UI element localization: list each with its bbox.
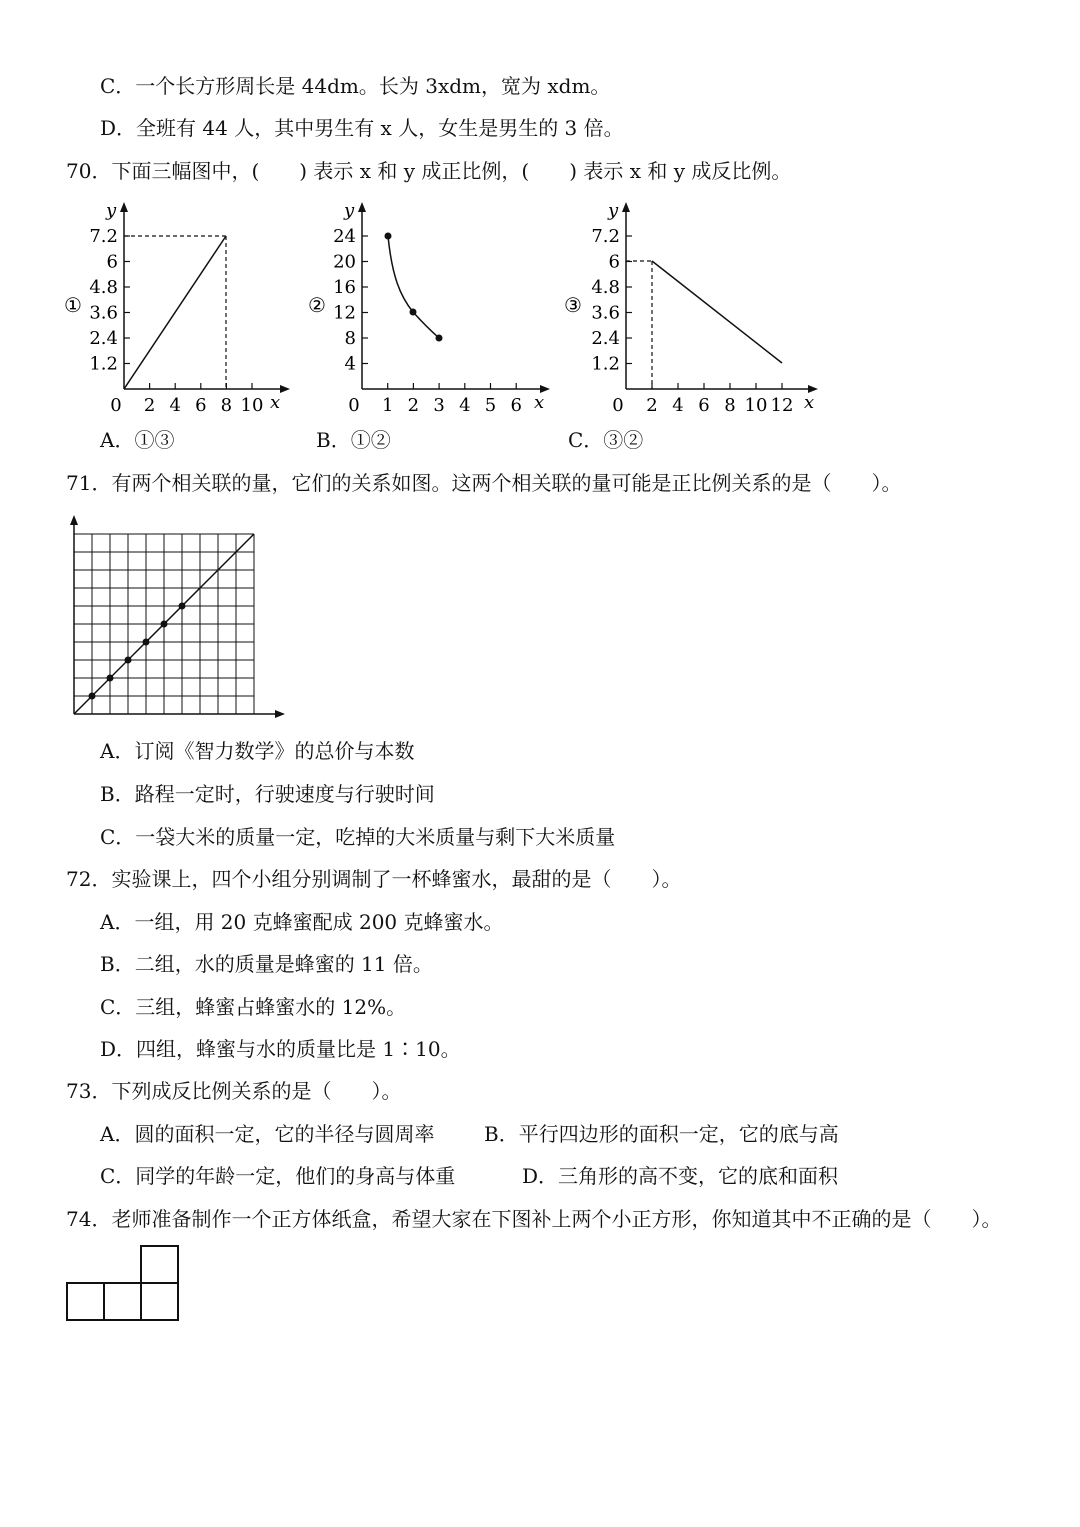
graph-3-x-tick-label: 4 [672, 395, 684, 416]
graph-3-y-tick-label: 2.4 [591, 328, 620, 349]
graph-3-x-tick-label: 2 [646, 395, 658, 416]
graph-3-y-tick-label: 6 [608, 251, 620, 273]
graph-1-y-arrow [120, 202, 128, 212]
graph-1-y-tick-label: 7.2 [89, 226, 118, 247]
graph-1-y-tick-label: 1.2 [89, 353, 118, 375]
graph-1-line [124, 236, 226, 389]
grid-point [161, 621, 168, 628]
graph-1-y-tick-label: 6 [106, 251, 118, 273]
graph-2-x-tick-label: 4 [459, 395, 471, 416]
q73-option-b: B．平行四边形的面积一定，它的底与高 [484, 1122, 839, 1146]
graph-1-x-arrow [280, 385, 290, 393]
graph-3-y-arrow [622, 202, 630, 212]
graph-1 [60, 196, 300, 418]
graph-3-line [652, 261, 782, 363]
graph-2-y-tick-label: 4 [344, 353, 356, 375]
graph-3-y-tick-label: 1.2 [591, 353, 620, 375]
graph-2-y-label: y [344, 200, 355, 221]
q73-stem: 73．下列成反比例关系的是（ ）。 [66, 1079, 402, 1103]
q69-option-c: C．一个长方形周长是 44dm。长为 3xdm，宽为 xdm。 [100, 74, 611, 98]
q72-option-d: D．四组，蜂蜜与水的质量比是 1∶10。 [100, 1037, 461, 1061]
graph-2-y-tick-label: 8 [344, 328, 356, 349]
graph-1-y-label: y [106, 200, 117, 221]
q69-option-d: D．全班有 44 人，其中男生有 x 人，女生是男生的 3 倍。 [100, 116, 624, 140]
net-square-top [141, 1246, 178, 1283]
graph-1-x-tick-label: 0 [110, 395, 122, 416]
graph-2-y-tick-label: 12 [333, 302, 356, 324]
graph-1-x-label: x [270, 392, 281, 413]
q72-option-a: A．一组，用 20 克蜂蜜配成 200 克蜂蜜水。 [100, 910, 504, 934]
graph-2-point-1 [385, 233, 392, 240]
cube-net-figure [64, 1242, 184, 1324]
graph-1-label: ① [64, 293, 82, 317]
graph-3-x-tick-label: 8 [724, 395, 736, 416]
graph-2-x-label: x [534, 392, 545, 413]
grid-point [89, 693, 96, 700]
graph-1-x-tick-label: 6 [195, 395, 207, 416]
graph-2-y-arrow [358, 202, 366, 212]
q72-option-c: C．三组，蜂蜜占蜂蜜水的 12%。 [100, 995, 407, 1019]
graph-1-x-tick-label: 10 [240, 395, 264, 416]
net-square-2 [104, 1283, 141, 1320]
grid-graph [64, 512, 290, 722]
graph-3-x-label: x [804, 392, 815, 413]
graph-1-x-tick-label: 2 [143, 395, 156, 416]
net-square-3 [141, 1283, 178, 1320]
q74-stem: 74．老师准备制作一个正方体纸盒，希望大家在下图补上两个小正方形，你知道其中不正确的是（ ）。 [66, 1207, 1002, 1231]
graph-1-x-tick-label: 8 [220, 395, 233, 416]
graph-3-y-label: y [608, 200, 619, 221]
q71-option-b: B．路程一定时，行驶速度与行驶时间 [100, 782, 435, 806]
graph-2-point-3 [436, 335, 443, 342]
graph-2-x-tick-label: 2 [407, 395, 420, 416]
q71-option-c: C．一袋大米的质量一定，吃掉的大米质量与剩下大米质量 [100, 825, 616, 849]
graph-3-x-tick-label: 0 [612, 395, 624, 416]
q70-option-a: A．①③ [100, 428, 175, 452]
graph-2-x-tick-label: 6 [510, 395, 522, 416]
graph-2-x-tick-label: 5 [484, 395, 497, 416]
q73-option-a: A．圆的面积一定，它的半径与圆周率 [100, 1122, 435, 1146]
grid-y-arrow [70, 515, 78, 525]
grid-x-arrow [275, 710, 285, 718]
grid-point [107, 675, 114, 682]
graph-2-curve [388, 236, 439, 338]
graph-3 [558, 196, 828, 418]
grid-point [179, 603, 186, 610]
q70-option-b: B．①② [316, 428, 391, 452]
q70-option-c: C．③② [568, 428, 644, 452]
q70-stem: 70．下面三幅图中，( ) 表示 x 和 y 成正比例，( ) 表示 x 和 y 成反比例。 [66, 159, 792, 183]
graph-2-point-2 [410, 309, 417, 316]
graph-3-y-tick-label: 4.8 [591, 277, 620, 298]
graph-3-x-tick-label: 12 [770, 395, 794, 416]
grid-point [125, 657, 132, 664]
q72-stem: 72．实验课上，四个小组分别调制了一杯蜂蜜水，最甜的是（ ）。 [66, 867, 682, 891]
graph-1-x-tick-label: 4 [169, 395, 181, 416]
graph-1-y-tick-label: 2.4 [89, 328, 118, 349]
graph-3-label: ③ [564, 293, 582, 317]
graph-2-x-tick-label: 0 [348, 395, 360, 416]
q72-option-b: B．二组，水的质量是蜂蜜的 11 倍。 [100, 952, 433, 976]
graph-2-label: ② [308, 293, 326, 317]
q73-option-c: C．同学的年龄一定，他们的身高与体重 [100, 1164, 456, 1188]
graph-2 [306, 196, 556, 418]
graph-1-y-tick-label: 4.8 [89, 277, 118, 298]
graph-3-y-tick-label: 3.6 [591, 302, 620, 324]
q73-option-d: D．三角形的高不变，它的底和面积 [522, 1164, 839, 1188]
q71-option-a: A．订阅《智力数学》的总价与本数 [100, 739, 415, 763]
net-square-1 [67, 1283, 104, 1320]
graph-1-y-tick-label: 3.6 [89, 302, 118, 324]
q71-stem: 71．有两个相关联的量，它们的关系如图。这两个相关联的量可能是正比例关系的是（ ）。 [66, 471, 902, 495]
graph-2-y-tick-label: 24 [333, 226, 356, 247]
graph-2-y-tick-label: 16 [333, 277, 356, 298]
graph-2-x-tick-label: 3 [433, 395, 445, 416]
graph-3-y-tick-label: 7.2 [591, 226, 620, 247]
graph-3-x-tick-label: 10 [744, 395, 768, 416]
graph-2-y-tick-label: 20 [333, 251, 356, 273]
graph-2-x-tick-label: 1 [381, 395, 394, 416]
graph-3-x-tick-label: 6 [698, 395, 710, 416]
grid-point [143, 639, 150, 646]
